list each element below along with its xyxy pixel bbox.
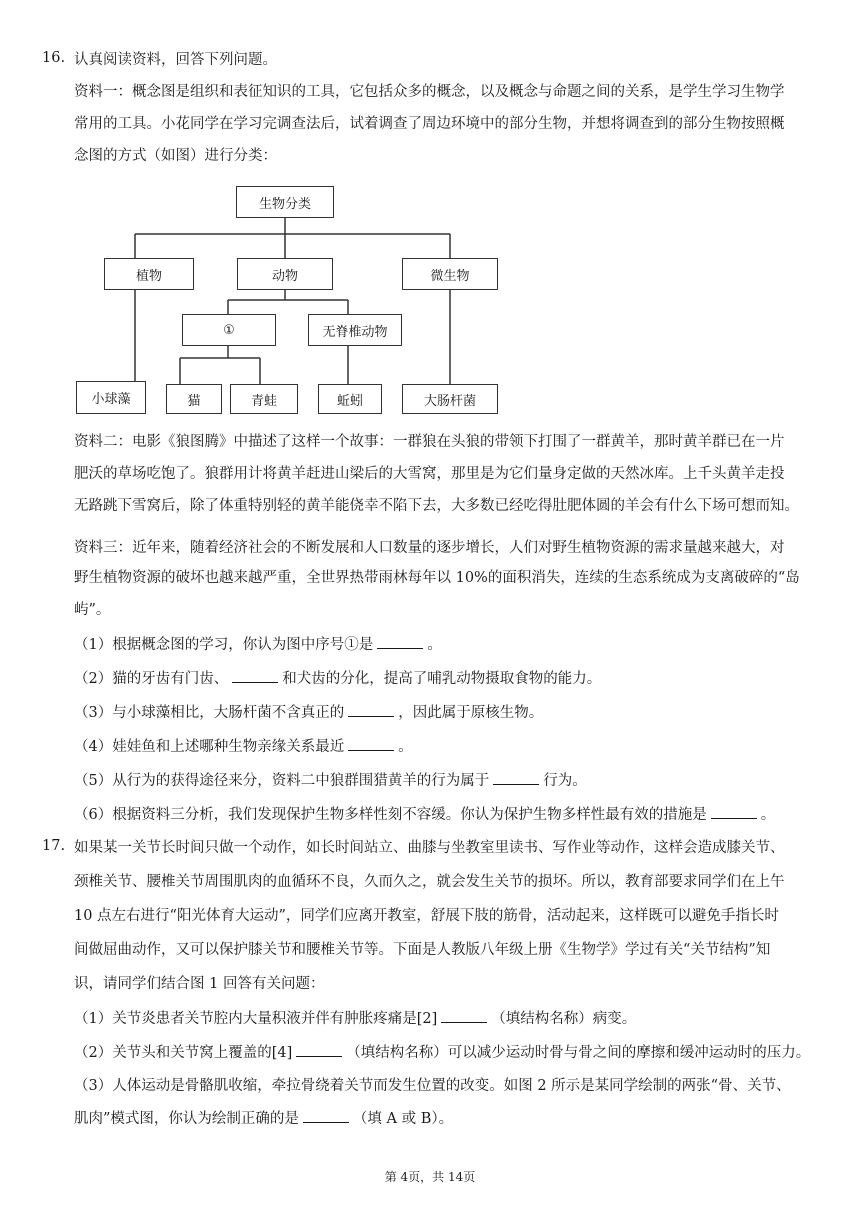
animal-node: 动物 [237,258,333,290]
question-intro: 认真阅读资料，回答下列问题。 [74,52,277,68]
answer-blank[interactable] [303,1108,349,1123]
earthworm-node: 蚯蚓 [318,384,382,414]
question-text: 。 [427,637,442,653]
plant-node: 植物 [104,258,194,290]
question-text: （5）从行为的获得途径来分，资料二中狼群围猎黄羊的行为属于 [74,773,490,789]
question-text: （2）猫的牙齿有门齿、 [74,671,229,687]
frog-node: 青蛙 [230,384,298,414]
question-text: （3）与小球藻相比，大肠杆菌不含真正的 [74,705,345,721]
question-text: （4）娃娃鱼和上述哪种生物亲缘关系最近 [74,739,345,755]
answer-blank[interactable] [493,770,539,785]
question-text: 和犬齿的分化，提高了哺乳动物摄取食物的能力。 [282,671,602,687]
answer-blank[interactable] [232,668,278,683]
question-text: （填结构名称）可以减少运动时骨与骨之间的摩擦和缓冲运动时的压力。 [346,1045,811,1061]
sub-question: （3）人体运动是骨骼肌收缩，牵拉骨绕着关节而发生位置的改变。如图 2 所示是某同学绘制的两张“骨、关节、 [74,1078,791,1094]
sub-question [74,736,413,757]
material-line: 念图的方式（如图）进行分类： [74,148,277,164]
question-text: （2）关节头和关节窝上覆盖的[4] [74,1045,293,1061]
question-number: 17. [42,838,66,854]
material-line: 资料一：概念图是组织和表征知识的工具，它包括众多的概念，以及概念与命题之间的关系，是学生学习生物学 [74,84,785,100]
page-footer: 第 4页，共 14页 [384,1170,476,1184]
answer-blank[interactable] [711,804,757,819]
sub-question [74,1042,810,1063]
ecoli-node: 大肠杆菌 [402,384,498,414]
sub-question [74,702,543,723]
invertebrate-node: 无脊椎动物 [308,314,402,346]
material-line: 屿”。 [74,602,111,618]
sub-question [74,804,775,825]
material-line: 野生植物资源的破坏也越来越严重，全世界热带雨林每年以 10%的面积消失，连续的生态系统成为支离破碎的“岛 [74,570,800,586]
material-line: 资料二：电影《狼图腾》中描述了这样一个故事：一群狼在头狼的带领下打围了一群黄羊，那时黄羊群已在一片 [74,434,785,450]
question-intro: 颈椎关节、腰椎关节周围肌肉的血循环不良，久而久之，就会发生关节的损坏。所以，教育部要求同学们在上午 [74,874,785,890]
cat-node: 猫 [166,384,222,414]
material-line: 无路跳下雪窝后，除了体重特别轻的黄羊能侥幸不陷下去，大多数已经吃得肚肥体圆的羊会有什么下场可想而知。 [74,498,799,514]
concept-diagram [70,180,500,422]
root-node: 生物分类 [236,186,334,218]
question-intro: 间做屈曲动作，又可以保护膝关节和腰椎关节等。下面是人教版八年级上册《生物学》学过有关“关节结构”知 [74,942,771,958]
question-text: 肌肉”模式图，你认为绘制正确的是 [74,1111,299,1127]
material-line: 常用的工具。小花同学在学习完调查法后，试着调查了周边环境中的部分生物，并想将调查到的部分生物按照概 [74,116,785,132]
question-text: （6）根据资料三分析，我们发现保护生物多样性刻不容缓。你认为保护生物多样性最有效的措施是 [74,807,707,823]
chlorella-node: 小球藻 [76,381,146,414]
microbe-node: 微生物 [402,258,498,290]
question-text: （填结构名称）病变。 [491,1011,637,1027]
sub-question [74,770,587,791]
question-intro: 10 点左右进行“阳光体育大运动”，同学们应离开教室，舒展下肢的筋骨，活动起来，这样既可以避免手指长时 [74,908,779,924]
answer-blank[interactable] [441,1008,487,1023]
material-line: 资料三：近年来，随着经济社会的不断发展和人口数量的逐步增长，人们对野生植物资源的需求量越来越大，对 [74,540,785,556]
question-text: 行为。 [543,773,587,789]
question-number: 16. [42,50,66,66]
material-line: 肥沃的草场吃饱了。狼群用计将黄羊赶进山梁后的大雪窝，那里是为它们量身定做的天然冰库。上千头黄羊走投 [74,466,785,482]
sub-question [74,1008,636,1029]
question-text: （1）关节炎患者关节腔内大量积液并伴有肿胀疼痛是[2] [74,1011,438,1027]
question-intro: 如果某一关节长时间只做一个动作，如长时间站立、曲膝与坐教室里读书、写作业等动作，这样会造成膝关节、 [74,840,785,856]
question-text: （1）根据概念图的学习，你认为图中序号①是 [74,637,374,653]
answer-blank[interactable] [348,736,394,751]
sub-question [74,1108,453,1129]
question-intro: 识，请同学们结合图 1 回答有关问题： [74,976,325,992]
question-text: ，因此属于原核生物。 [398,705,544,721]
answer-blank[interactable] [296,1042,342,1057]
sub-question [74,634,442,655]
question-text: 。 [760,807,776,823]
answer-blank[interactable] [377,634,423,649]
answer-blank[interactable] [348,702,394,717]
blank-node-1: ① [182,314,276,346]
question-text: 。 [398,739,413,755]
sub-question [74,668,601,689]
question-text: （填 A 或 B）。 [352,1111,454,1127]
